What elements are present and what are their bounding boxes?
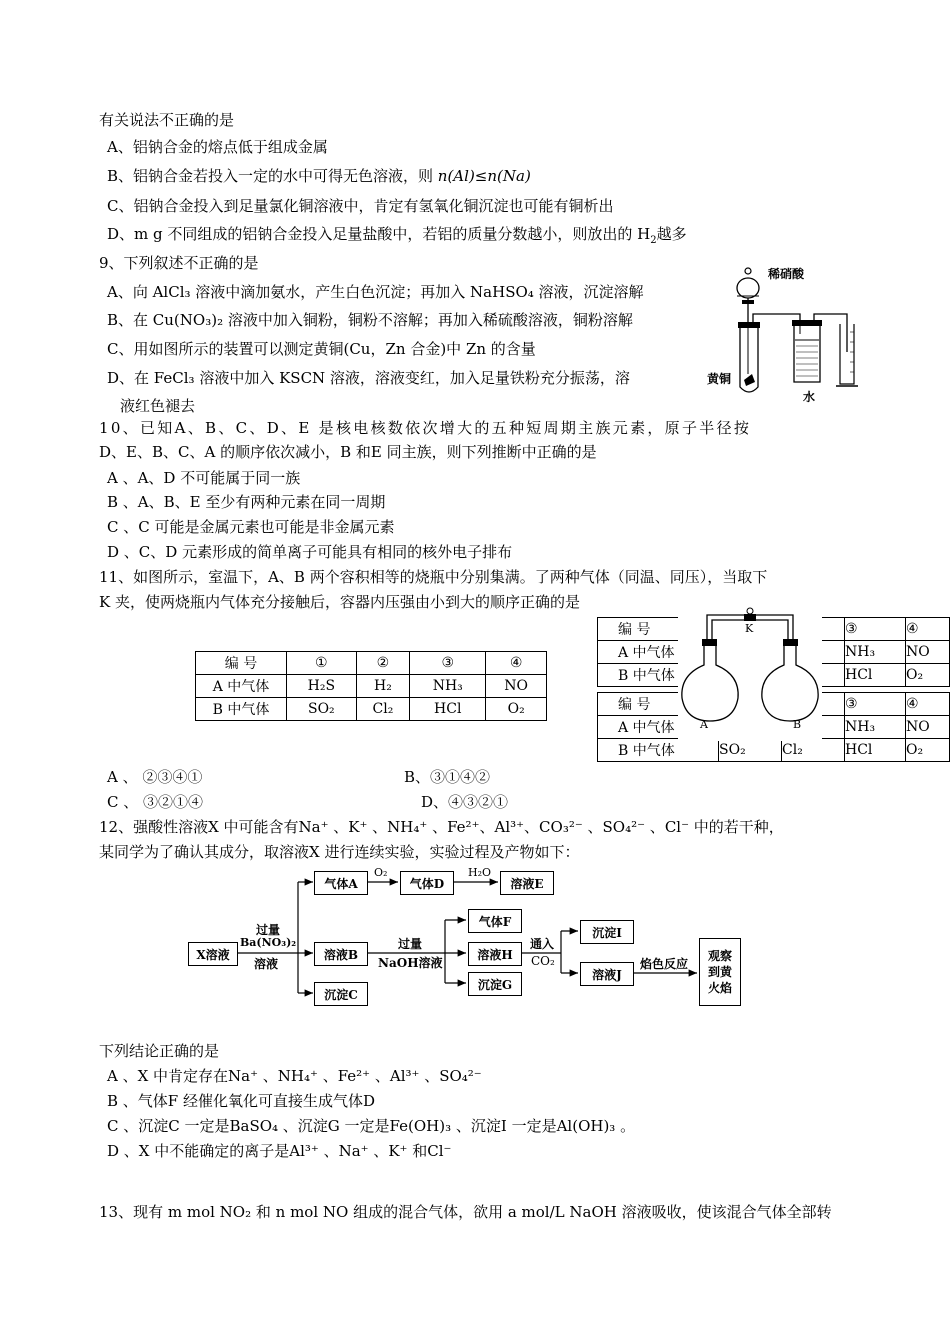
table-cell: ④	[906, 693, 950, 716]
q11-option-a: A 、 ②③④①	[107, 768, 203, 786]
table-cell: ③	[410, 652, 486, 675]
q11-fig-flask-a-label: A	[700, 718, 708, 731]
flow-h2o-label: H₂O	[468, 866, 492, 879]
table-row	[196, 675, 547, 698]
q12-option-b: B 、气体F 经催化氧化可直接生成气体D	[107, 1092, 375, 1110]
q10-option-b: B 、A、B、E 至少有两种元素在同一周期	[107, 493, 386, 511]
table-cell: 编 号	[196, 652, 287, 675]
flow-reagent1-mid: Ba(NO₃)₂	[240, 936, 297, 949]
q11-stem-line2: K 夹，使两烧瓶内气体充分接触后，容器内压强由小到大的顺序正确的是	[99, 593, 580, 611]
table-cell: 编 号	[598, 618, 719, 641]
q11-gas-table	[195, 651, 547, 721]
q12-stem-line2: 某同学为了确认其成分，取溶液X 进行连续实验，实验过程及产物如下：	[99, 843, 580, 861]
q10-option-d: D 、C、D 元素形成的简单离子可能具有相同的核外电子排布	[107, 543, 513, 561]
q11-option-d: D、④③②①	[421, 793, 509, 811]
table-cell: NO	[906, 641, 950, 664]
q12-option-a: A 、X 中肯定存在Na⁺ 、NH₄⁺ 、Fe²⁺ 、Al³⁺ 、SO₄²⁻	[107, 1067, 482, 1085]
table-cell: ①	[287, 652, 357, 675]
q9-fig-brass-label: 黄铜	[707, 372, 732, 386]
table-cell: SO₂	[287, 698, 357, 721]
q9-stem: 9、下列叙述不正确的是	[99, 254, 259, 272]
q8-stem: 有关说法不正确的是	[99, 111, 235, 129]
flow-reagent3-top: 通入	[530, 937, 555, 951]
q10-stem-line2: D、E、B、C、A 的顺序依次减小，B 和E 同主族，则下列推断中正确的是	[99, 443, 597, 461]
table-cell: HCl	[845, 739, 906, 762]
table-cell: SO₂	[719, 739, 782, 762]
table-cell: H₂	[356, 675, 409, 698]
table-row	[196, 698, 547, 721]
table-cell: ②	[356, 652, 409, 675]
q12-stem-line1: 12、强酸性溶液X 中可能含有Na⁺ 、K⁺ 、NH₄⁺ 、Fe²⁺、Al³⁺、CO₃²⁻ 、SO₄²⁻ 、Cl⁻ 中的若干种，	[99, 818, 784, 836]
q9-option-a: A、向 AlCl₃ 溶液中滴加氨水，产生白色沉淀；再加入 NaHSO₄ 溶液，沉淀溶解	[107, 283, 644, 301]
table-cell: NH₃	[845, 641, 906, 664]
table-cell: Cl₂	[782, 739, 845, 762]
table-cell: 编 号	[598, 693, 719, 716]
flow-reagent2-top: 过量	[398, 937, 423, 951]
flow-precipitate-c-box: 沉淀C	[314, 982, 368, 1006]
flow-x-solution-box: X溶液	[188, 942, 238, 966]
flow-observation-box: 观察到黄火焰	[699, 938, 741, 1006]
q12-option-d: D 、X 中不能确定的离子是Al³⁺ 、Na⁺ 、K⁺ 和Cl⁻	[107, 1142, 452, 1160]
flow-reagent1-bot: 溶液	[254, 957, 279, 971]
q10-option-c: C 、C 可能是金属元素也可能是非金属元素	[107, 518, 395, 536]
table-cell: O₂	[906, 739, 950, 762]
flow-solution-h-box: 溶液H	[468, 942, 522, 966]
flow-precipitate-g-box: 沉淀G	[468, 972, 522, 996]
table-cell: H₂S	[287, 675, 357, 698]
table-cell: ③	[845, 693, 906, 716]
flow-gas-d-box: 气体D	[400, 871, 454, 895]
q9-option-c: C、用如图所示的装置可以测定黄铜(Cu，Zn 合金)中 Zn 的含量	[107, 340, 536, 358]
q12-conclusion-stem: 下列结论正确的是	[99, 1042, 220, 1060]
q8-option-d: D、m g 不同组成的铝钠合金投入足量盐酸中，若铝的质量分数越小，则放出的 $H_2$越多	[107, 225, 687, 246]
table-cell: NO	[486, 675, 547, 698]
q11-option-c: C 、 ③②①④	[107, 793, 204, 811]
table-cell: ④	[486, 652, 547, 675]
table-cell: O₂	[906, 664, 950, 687]
q11-fig-clamp-label: K	[745, 622, 754, 635]
q9-fig-water-label: 水	[803, 390, 816, 404]
flow-reagent3-bot: CO₂	[531, 954, 555, 968]
q13-stem: 13、现有 m mol NO₂ 和 n mol NO 组成的混合气体，欲用 a mol/L NaOH 溶液吸收，使该混合气体全部转	[99, 1203, 832, 1221]
table-cell: O₂	[486, 698, 547, 721]
q11-fig-flask-b-label: B	[793, 718, 802, 731]
q9-option-b: B、在 Cu(NO₃)₂ 溶液中加入铜粉，铜粉不溶解；再加入稀硫酸溶液，铜粉溶解	[107, 311, 633, 329]
flow-solution-j-box: 溶液J	[580, 962, 634, 986]
table-cell: B 中气体	[196, 698, 287, 721]
table-cell: A 中气体	[598, 641, 719, 664]
flow-gas-f-box: 气体F	[468, 909, 522, 933]
table-cell: B 中气体	[598, 664, 719, 687]
table-cell: HCl	[845, 664, 906, 687]
flow-reagent1-top: 过量	[256, 923, 281, 937]
q8-option-c: C、铝钠合金投入到足量氯化铜溶液中，肯定有氢氧化铜沉淀也可能有铜析出	[107, 197, 614, 215]
table-cell: Cl₂	[356, 698, 409, 721]
q9-option-d-line2: 液红色褪去	[120, 397, 196, 415]
q9-fig-acid-label: 稀硝酸	[768, 267, 805, 281]
table-cell: ③	[845, 618, 906, 641]
flow-precipitate-i-box: 沉淀I	[580, 920, 634, 944]
flow-flame-test-label: 焰色反应	[640, 957, 689, 971]
q11-option-b: B、③①④②	[404, 768, 491, 786]
q9-option-d-line1: D、在 FeCl₃ 溶液中加入 KSCN 溶液，溶液变红，加入足量铁粉充分振荡，溶	[107, 369, 630, 387]
flow-reagent2-bot: NaOH溶液	[378, 956, 443, 970]
q12-option-c: C 、沉淀C 一定是BaSO₄ 、沉淀G 一定是Fe(OH)₃ 、沉淀I 一定是Al(OH)₃ 。	[107, 1117, 636, 1135]
flow-solution-e-box: 溶液E	[500, 871, 554, 895]
table-cell: B 中气体	[598, 739, 719, 762]
table-cell: A 中气体	[196, 675, 287, 698]
flow-o2-label: O₂	[374, 866, 388, 879]
q8-option-a: A、铝钠合金的熔点低于组成金属	[107, 138, 328, 156]
flow-solution-b-box: 溶液B	[314, 942, 368, 966]
table-cell: NH₃	[410, 675, 486, 698]
table-cell: HCl	[410, 698, 486, 721]
q10-stem-line1: 10、已知A、B、C、D、E 是核电核数依次增大的五种短周期主族元素，原子半径按	[99, 419, 752, 437]
q8-option-b: B、铝钠合金若投入一定的水中可得无色溶液，则 n(Al)≤n(Na)	[107, 167, 531, 185]
table-cell: ④	[906, 618, 950, 641]
table-cell: NH₃	[845, 716, 906, 739]
flow-gas-a-box: 气体A	[314, 871, 368, 895]
q11-stem-line1: 11、如图所示，室温下，A、B 两个容积相等的烧瓶中分别集满。了两种气体（同温、同压），当取下	[99, 568, 768, 586]
table-cell: A 中气体	[598, 716, 719, 739]
q10-option-a: A 、A、D 不可能属于同一族	[107, 469, 301, 487]
table-header-row	[196, 652, 547, 675]
table-cell: NO	[906, 716, 950, 739]
